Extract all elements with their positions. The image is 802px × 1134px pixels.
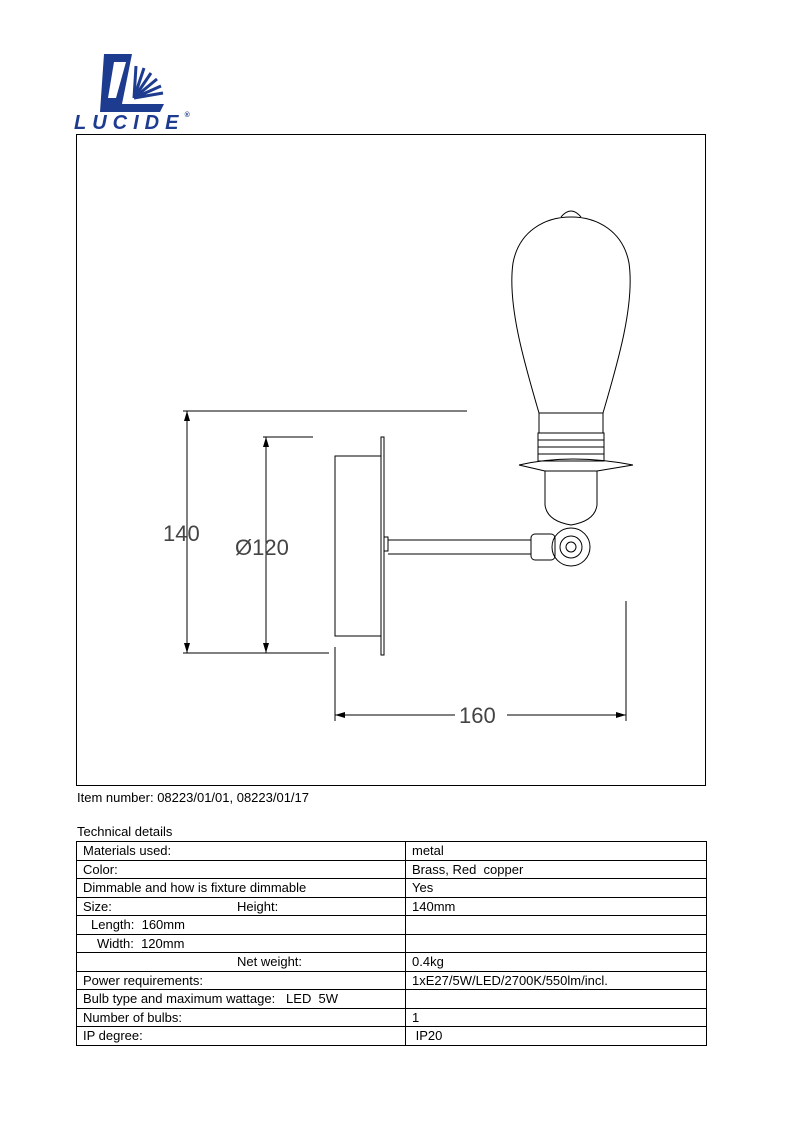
lucide-logo xyxy=(74,52,194,136)
arm-elbow xyxy=(531,534,555,560)
dimmable-value: Yes xyxy=(406,879,707,898)
logo-mark xyxy=(74,52,194,116)
item-number: Item number: 08223/01/01, 08223/01/17 xyxy=(77,790,310,805)
table-row xyxy=(77,990,707,1009)
netweight-label: Net weight: xyxy=(237,954,303,969)
arrow-length-right xyxy=(616,712,626,718)
knuckle-screw xyxy=(566,542,576,552)
dimmable-label: Dimmable and how is fixture dimmable xyxy=(77,879,406,898)
bulb-value xyxy=(406,990,707,1009)
length-value xyxy=(406,916,707,935)
width-label: Width: 120mm xyxy=(77,934,406,953)
technical-drawing xyxy=(76,134,706,786)
trademark-symbol: ® xyxy=(184,112,190,119)
table-row xyxy=(77,971,707,990)
size-cell xyxy=(77,897,406,916)
netweight-cell xyxy=(77,953,406,972)
color-label: Color: xyxy=(77,860,406,879)
materials-label: Materials used: xyxy=(77,842,406,861)
bulb-count-value: 1 xyxy=(406,1008,707,1027)
bulb-glass xyxy=(512,217,630,413)
power-value: 1xE27/5W/LED/2700K/550lm/incl. xyxy=(406,971,707,990)
arrow-dia-bottom xyxy=(263,643,269,653)
specs-table xyxy=(76,841,707,1046)
power-label: Power requirements: xyxy=(77,971,406,990)
logo-text: LUCIDE xyxy=(74,112,185,134)
table-row xyxy=(77,860,707,879)
bulb-count-label: Number of bulbs: xyxy=(77,1008,406,1027)
table-row xyxy=(77,934,707,953)
ip-value: IP20 xyxy=(406,1027,707,1046)
diameter-dimension-label: Ø120 xyxy=(235,535,289,560)
arrow-height-top xyxy=(184,411,190,421)
table-row xyxy=(77,916,707,935)
wall-plate xyxy=(335,456,381,636)
arrow-length-left xyxy=(335,712,345,718)
socket-ring-left xyxy=(519,465,545,471)
arm-collar xyxy=(384,537,388,551)
netweight-value: 0.4kg xyxy=(406,953,707,972)
table-row xyxy=(77,842,707,861)
table-row xyxy=(77,953,707,972)
socket-ring-right xyxy=(597,465,633,471)
arrow-dia-top xyxy=(263,437,269,447)
height-dimension-label: 140 xyxy=(163,521,200,546)
width-value xyxy=(406,934,707,953)
height-value: 140mm xyxy=(406,897,707,916)
bulb-base xyxy=(539,413,603,433)
length-label: Length: 160mm xyxy=(77,916,406,935)
logo-wordmark xyxy=(74,112,194,135)
height-label: Height: xyxy=(237,898,279,914)
socket-body xyxy=(545,471,597,525)
drawing-svg xyxy=(77,135,707,787)
materials-value: metal xyxy=(406,842,707,861)
knuckle xyxy=(552,528,590,566)
bulb-label: Bulb type and maximum wattage: LED 5W xyxy=(77,990,406,1009)
bulb-tip xyxy=(561,211,581,217)
color-value: Brass, Red copper xyxy=(406,860,707,879)
knuckle-inner xyxy=(560,536,582,558)
table-row xyxy=(77,1008,707,1027)
size-label: Size: xyxy=(83,898,112,914)
length-dimension-label: 160 xyxy=(459,703,496,728)
table-row xyxy=(77,879,707,898)
ip-label: IP degree: xyxy=(77,1027,406,1046)
arrow-height-bottom xyxy=(184,643,190,653)
socket-shade-ring xyxy=(519,459,633,465)
table-row xyxy=(77,1027,707,1046)
technical-details-heading: Technical details xyxy=(77,824,173,839)
table-row xyxy=(77,897,707,916)
